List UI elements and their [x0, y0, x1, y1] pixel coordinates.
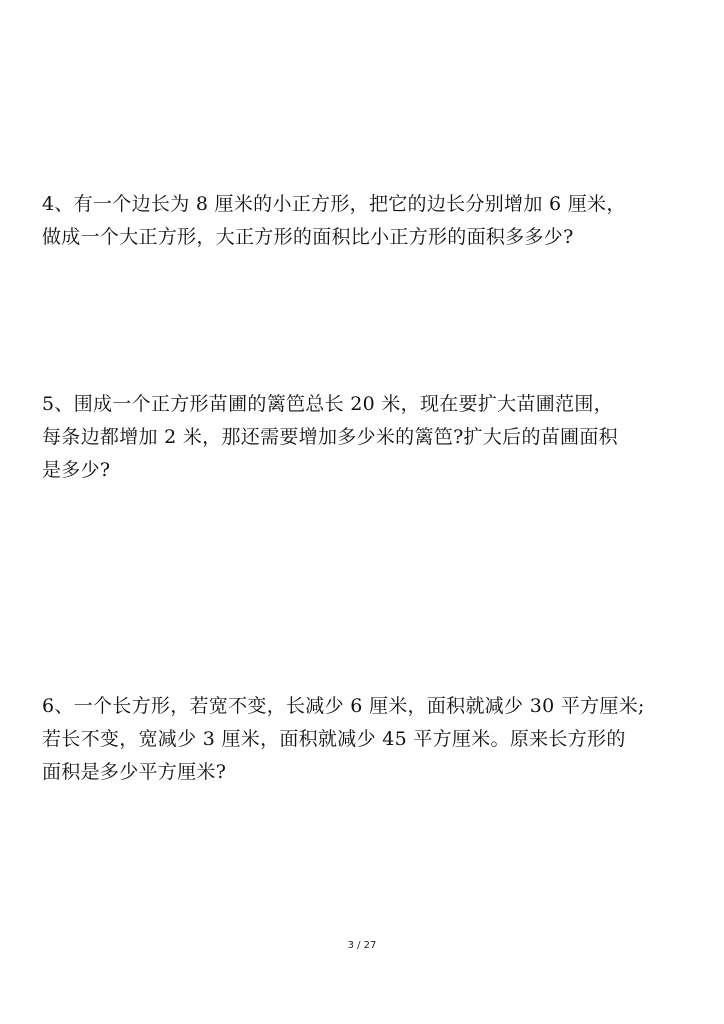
question-line: 5、围成一个正方形苗圃的篱笆总长 20 米，现在要扩大苗圃范围，	[42, 393, 613, 415]
question-line: 6、一个长方形，若宽不变，长减少 6 厘米，面积就减少 30 平方厘米;	[42, 695, 645, 717]
question-4	[42, 188, 626, 254]
question-line: 4、有一个边长为 8 厘米的小正方形，把它的边长分别增加 6 厘米，	[42, 193, 626, 215]
question-line: 若长不变，宽减少 3 厘米，面积就减少 45 平方厘米。原来长方形的	[42, 728, 626, 750]
question-line: 做成一个大正方形，大正方形的面积比小正方形的面积多多少?	[42, 226, 574, 248]
question-6	[42, 690, 645, 789]
question-5	[42, 388, 618, 487]
question-line: 是多少?	[42, 459, 111, 481]
question-line: 面积是多少平方厘米?	[42, 761, 227, 783]
question-line: 每条边都增加 2 米，那还需要增加多少米的篱笆?扩大后的苗圃面积	[42, 426, 618, 448]
page-number: 3 / 27	[347, 940, 377, 951]
